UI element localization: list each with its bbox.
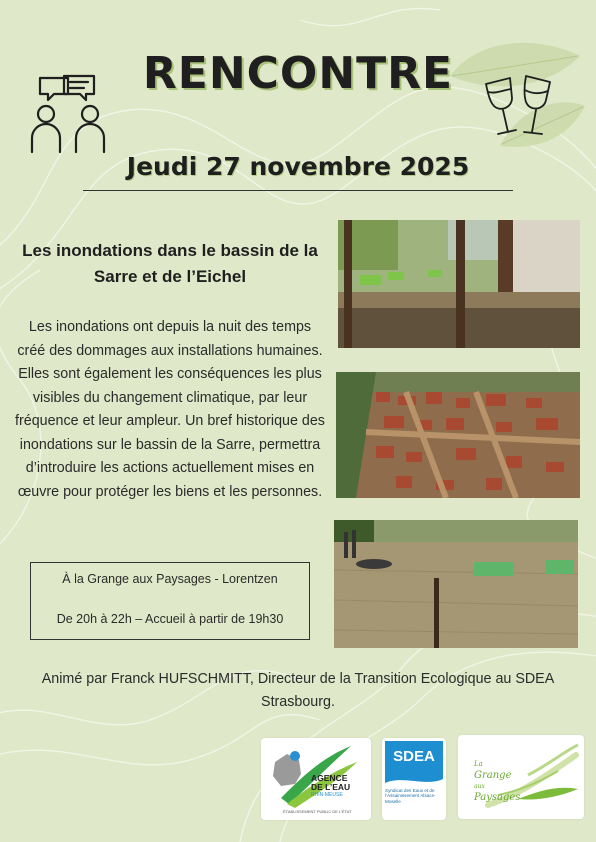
practical-info-box — [30, 562, 310, 640]
host-credit: Animé par Franck HUFSCHMITT, Directeur de la Transition Ecologique au SDEA Strasbourg. — [41, 671, 555, 710]
header-divider — [83, 190, 513, 191]
grange-name: La Grange aux Paysages — [474, 760, 521, 803]
sdea-name: SDEA — [385, 741, 443, 773]
sdea-logo — [382, 738, 446, 820]
sdea-subtitle: Syndicat des Eaux et de l’Assainissement Alsace-Moselle — [385, 788, 436, 804]
event-date: Jeudi 27 novembre 2025 — [126, 152, 470, 181]
wine-glasses-icon — [480, 70, 560, 150]
talk-description: Les inondations ont depuis la nuit des temps créé des dommages aux installations humaines. Elles sont également les conséquences les plus visibles du changement climatique, par leur fréquence et leur ampleur. Un bref historique des inondations sur le bassin de la Sarre, permettra d’introduire les actions actuellement mises en œuvre pour protéger les biens et les personnes. — [15, 319, 325, 500]
flooded-interior-photo — [338, 220, 580, 348]
flooded-garden-photo — [334, 520, 578, 648]
schedule-text: De 20h à 22h – Accueil à partir de 19h30 — [56, 612, 284, 626]
agence-name: AGENCE DE L’EAU RHIN-MEUSE — [311, 773, 351, 798]
location-text: À la Grange aux Paysages - Lorentzen — [62, 572, 278, 586]
talk-title: Les inondations dans le bassin de la Sarre et de l’Eichel — [22, 241, 318, 286]
wave-icon — [382, 773, 446, 787]
people-chat-icon — [28, 70, 112, 154]
event-title: RENCONTRE — [142, 48, 454, 99]
agence-eau-logo — [261, 738, 371, 820]
flooded-town-aerial-photo — [336, 372, 580, 498]
agence-tagline: ÉTABLISSEMENT PUBLIC DE L’ÉTAT — [283, 809, 352, 814]
grange-paysages-logo — [458, 735, 584, 819]
